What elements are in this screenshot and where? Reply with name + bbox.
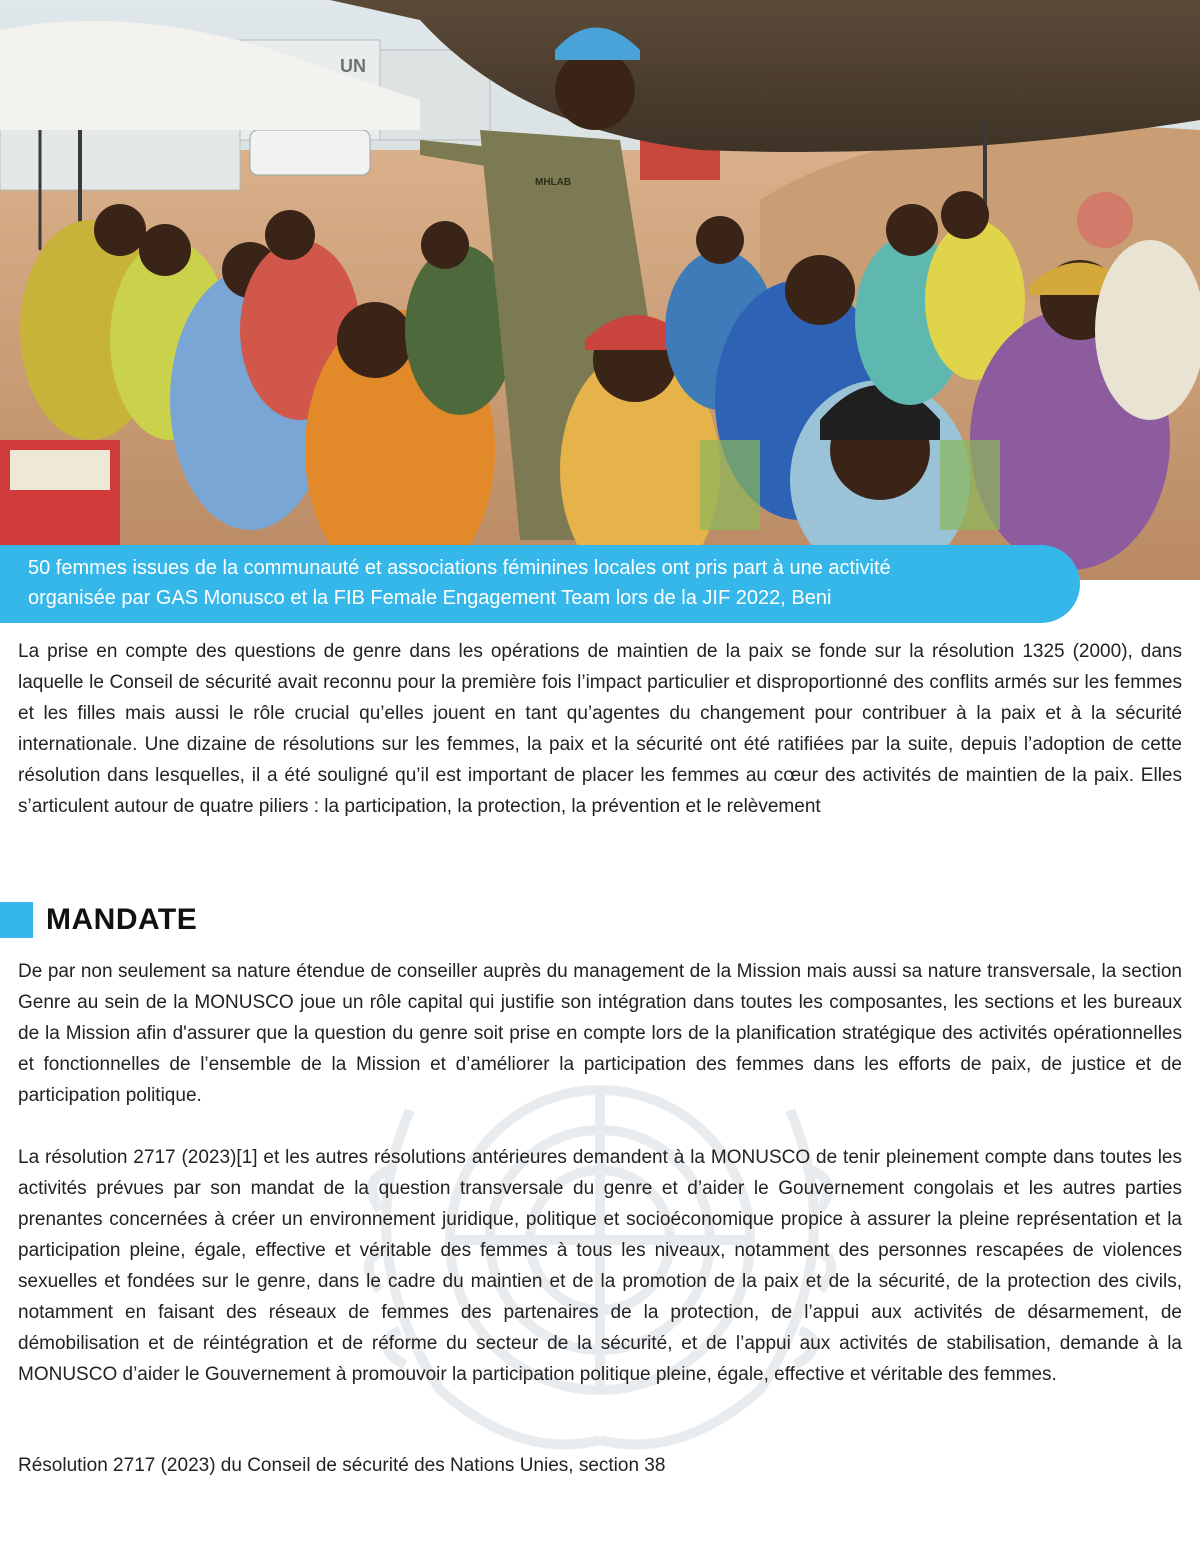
footnote-text: Résolution 2717 (2023) du Conseil de sécurité des Nations Unies, section 38 — [18, 1455, 666, 1476]
section-title: MANDATE — [46, 903, 198, 936]
section-accent-bar — [0, 902, 33, 938]
photo-caption — [0, 545, 1080, 623]
container-label: UN — [340, 56, 366, 76]
name-tag: MHLAB — [535, 177, 572, 188]
section-heading — [0, 900, 197, 940]
mandate-paragraph-2: La résolution 2717 (2023)[1] et les autres résolutions antérieures demandent à la MONUSCO de tenir pleinement compte dans toutes les activités prévues par son mandat de la question transversale du genre et d’aider le Gouvernement congolais et les autres parties prenantes concernées à créer un environnement juridique, politique et socioéconomique propice à assurer la pleine représentation et la participation pleine, égale, effective et véritable des femmes à tous les niveaux, notamment des personnes rescapées de violences sexuelles et fondées sur le genre, dans le cadre du maintien et de la promotion de la paix et de la sécurité, de la protection des civils, notamment en faisant des réseaux de femmes des partenaires de la protection, de l’appui aux activités de désarmement, de démobilisation et de réintégration et de réforme du secteur de la sécurité, et de l’appui aux activités de stabilisation, demande à la MONUSCO d’aider le Gouvernement à promouvoir la participation politique pleine, égale, effective et véritable des femmes. — [18, 1147, 1182, 1385]
caption-line-1: 50 femmes issues de la communauté et associations féminines locales ont pris part à une activité — [28, 557, 891, 579]
intro-paragraph: La prise en compte des questions de genre dans les opérations de maintien de la paix se fonde sur la résolution 1325 (2000), dans laquelle le Conseil de sécurité avait reconnu pour la première fois l’impact particulier et disproportionné des conflits armés sur les femmes et les filles mais aussi le rôle crucial qu’elles jouent en tant qu’agentes du changement pour contribuer à la paix et à la sécurité internationale. Une dizaine de résolutions sur les femmes, la paix et la sécurité ont été ratifiées par la suite, depuis l’adoption de cette résolution dans lesquelles, il a été souligné qu’il est important de placer les femmes au cœur des activités de maintien de la paix. Elles s’articulent autour de quatre piliers : la participation, la protection, la prévention et le relèvement — [18, 641, 1182, 817]
header-photo — [0, 0, 1200, 580]
mandate-paragraph-1: De par non seulement sa nature étendue de conseiller auprès du management de la Mission mais aussi sa nature transversale, la section Genre au sein de la MONUSCO joue un rôle capital qui justifie son intégration dans toutes les composantes, les sections et les bureaux de la Mission afin d'assurer que la question du genre soit prise en compte lors de la planification stratégique des activités opérationnelles et fonctionnelles de l’ensemble de la Mission et d’améliorer la participation des femmes dans les efforts de paix, de justice et de participation politique. — [18, 961, 1182, 1106]
caption-line-2: organisée par GAS Monusco et la FIB Female Engagement Team lors de la JIF 2022, Beni — [28, 587, 832, 609]
